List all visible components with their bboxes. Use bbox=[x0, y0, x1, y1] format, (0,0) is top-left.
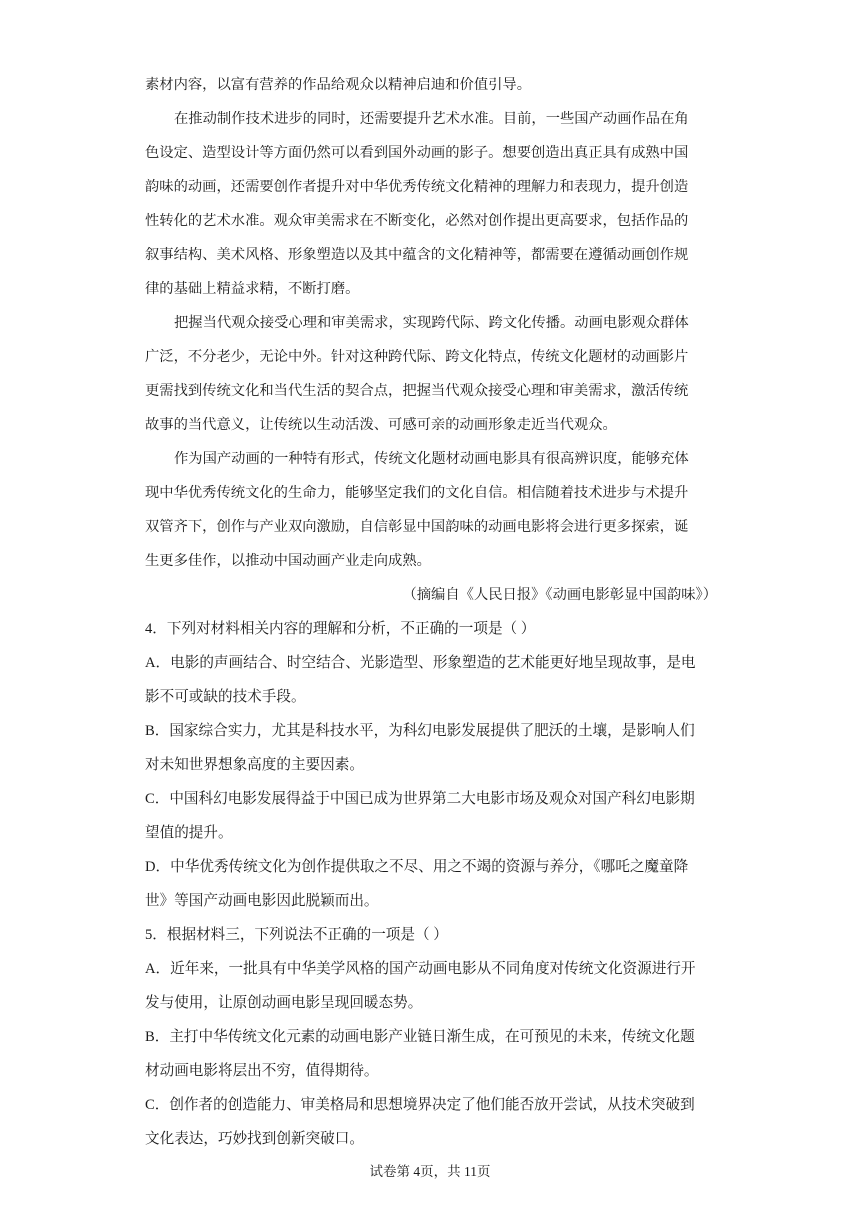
passage-line: 在推动制作技术进步的同时，还需要提升艺术水准。目前，一些国产动画作品在角 bbox=[174, 111, 689, 127]
passage-line: 双管齐下，创作与产业双向激励，自信彰显中国韵味的动画电影将会进行更多探索，诞 bbox=[145, 519, 689, 535]
passage-line: 广泛，不分老少，无论中外。针对这种跨代际、跨文化特点，传统文化题材的动画影片 bbox=[145, 349, 689, 365]
q4-option-d: D．中华优秀传统文化为创作提供取之不尽、用之不竭的资源与养分，《哪吒之魔童降 bbox=[145, 859, 689, 875]
q5-option-a: A．近年来，一批具有中华美学风格的国产动画电影从不同角度对传统文化资源进行开 bbox=[145, 961, 696, 977]
source-citation: （摘编自《人民日报》《动画电影彰显中国韵味》） bbox=[402, 587, 717, 603]
passage-line: 现中华优秀传统文化的生命力，能够坚定我们的文化自信。相信随着技术进步与术提升 bbox=[145, 485, 689, 501]
q4-option-c-cont: 望值的提升。 bbox=[145, 825, 233, 841]
passage-line: 把握当代观众接受心理和审美需求，实现跨代际、跨文化传播。动画电影观众群体 bbox=[174, 315, 689, 331]
passage-line: 性转化的艺术水准。观众审美需求在不断变化，必然对创作提出更高要求，包括作品的 bbox=[145, 213, 689, 229]
passage-line: 更需找到传统文化和当代生活的契合点，把握当代观众接受心理和审美需求，激活传统 bbox=[145, 383, 689, 399]
q4-option-a-cont: 影不可或缺的技术手段。 bbox=[145, 689, 306, 705]
page-content bbox=[145, 68, 717, 1156]
passage-line: 故事的当代意义，让传统以生动活泼、可感可亲的动画形象走近当代观众。 bbox=[145, 417, 617, 433]
q5-option-c: C．创作者的创造能力、审美格局和思想境界决定了他们能否放开尝试，从技术突破到 bbox=[145, 1097, 695, 1113]
q4-option-b: B．国家综合实力，尤其是科技水平，为科幻电影发展提供了肥沃的土壤，是影响人们 bbox=[145, 723, 695, 739]
q4-option-d-cont: 世》等国产动画电影因此脱颖而出。 bbox=[145, 893, 379, 909]
passage-line: 律的基础上精益求精，不断打磨。 bbox=[145, 281, 360, 297]
q4-option-b-cont: 对未知世界想象高度的主要因素。 bbox=[145, 757, 364, 773]
q4-option-c: C．中国科幻电影发展得益于中国已成为世界第二大电影市场及观众对国产科幻电影期 bbox=[145, 791, 695, 807]
passage-line: 素材内容，以富有营养的作品给观众以精神启迪和价值引导。 bbox=[145, 77, 532, 93]
question-5-stem: 5．根据材料三，下列说法不正确的一项是（ ） bbox=[145, 927, 448, 943]
passage-line: 生更多佳作，以推动中国动画产业走向成熟。 bbox=[145, 553, 431, 569]
q4-option-a: A．电影的声画结合、时空结合、光影造型、形象塑造的艺术能更好地呈现故事，是电 bbox=[145, 655, 696, 671]
q5-option-a-cont: 发与使用，让原创动画电影呈现回暖态势。 bbox=[145, 995, 423, 1011]
passage-line: 色设定、造型设计等方面仍然可以看到国外动画的影子。想要创造出真正具有成熟中国 bbox=[145, 145, 689, 161]
q5-option-c-cont: 文化表达，巧妙找到创新突破口。 bbox=[145, 1131, 364, 1147]
passage-line: 作为国产动画的一种特有形式，传统文化题材动画电影具有很高辨识度，能够充体 bbox=[174, 451, 689, 467]
passage-line: 韵味的动画，还需要创作者提升对中华优秀传统文化精神的理解力和表现力，提升创造 bbox=[145, 179, 689, 195]
q5-option-b-cont: 材动画电影将层出不穷，值得期待。 bbox=[145, 1063, 379, 1079]
q5-option-b: B．主打中华传统文化元素的动画电影产业链日渐生成，在可预见的未来，传统文化题 bbox=[145, 1029, 695, 1045]
question-4-stem: 4．下列对材料相关内容的理解和分析，不正确的一项是（ ） bbox=[145, 621, 536, 637]
passage-line: 叙事结构、美术风格、形象塑造以及其中蕴含的文化精神等，都需要在遵循动画创作规 bbox=[145, 247, 689, 263]
page-footer: 试卷第 4页，共 11页 bbox=[369, 1164, 491, 1179]
